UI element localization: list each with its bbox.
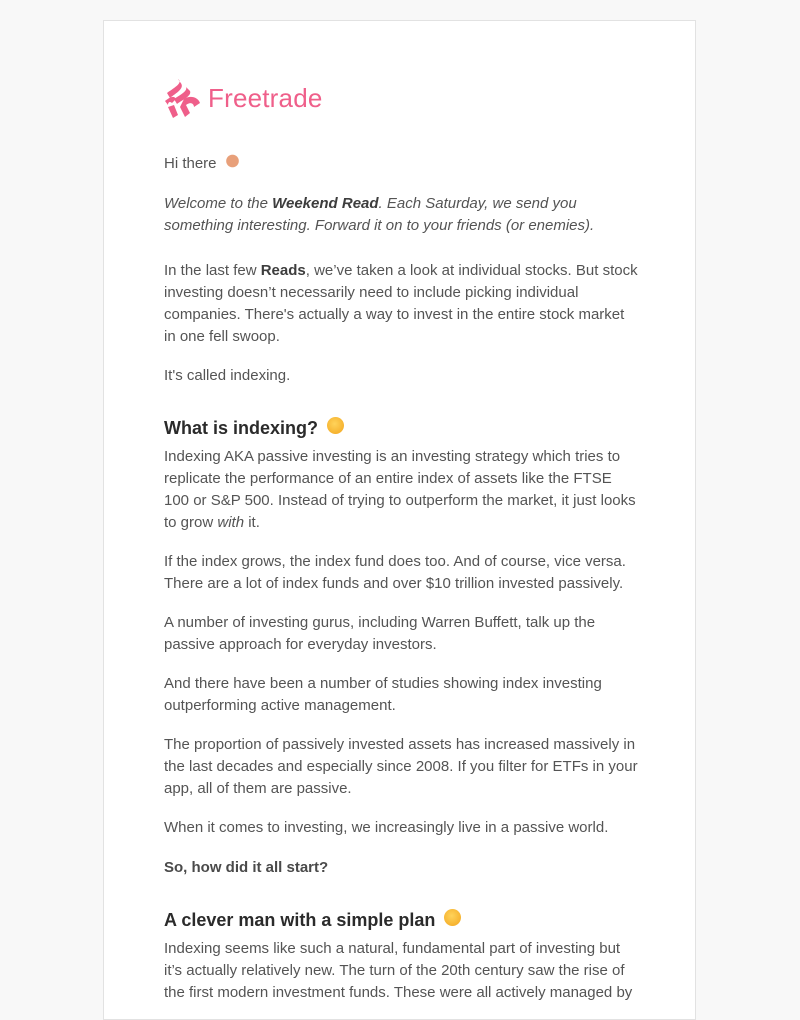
p1-bold: Reads	[260, 262, 306, 279]
paragraph	[164, 260, 638, 348]
paragraph	[164, 446, 638, 534]
intro-paragraph	[164, 193, 638, 237]
paragraph: A number of investing gurus, including Warren Buffett, talk up the passive approach for everyday investors.	[164, 614, 596, 653]
freetrade-logo[interactable]	[164, 77, 323, 119]
paragraph: And there have been a number of studies showing index investing outperforming active management.	[164, 675, 602, 714]
s1p1-suffix: it.	[244, 514, 260, 531]
paragraph: It's called indexing.	[164, 367, 291, 384]
waving-hand-icon	[225, 153, 240, 169]
brand-name: Freetrade	[208, 83, 323, 113]
s1p1-italic: with	[217, 514, 245, 531]
freetrade-logo-icon	[164, 77, 202, 119]
section-heading-text: A clever man with a simple plan	[164, 910, 436, 930]
paragraph: The proportion of passively invested assets has increased massively in the last decades and especially since 2008. If you filter for ETFs in your app, all of them are passive.	[164, 736, 638, 797]
paragraph: If the index grows, the index fund does too. And of course, vice versa. There are a lot of index funds and over $10 trillion invested passively.	[164, 553, 626, 592]
thinking-face-icon	[327, 417, 344, 434]
intro-bold: Weekend Read	[272, 195, 379, 212]
paragraph: Indexing seems like such a natural, fundamental part of investing but it’s actually relatively new. The turn of the 20th century saw the rise of the first modern investment funds. These were all actively managed by	[164, 940, 633, 1001]
s1p1-prefix: Indexing AKA passive investing is an investing strategy which tries to replicate the performance of an entire index of assets like the FTSE 100 or S&P 500. Instead of trying to outperform the market, it just looks to grow	[164, 448, 636, 531]
section-heading-text: What is indexing?	[164, 418, 319, 438]
nerd-face-icon	[444, 909, 461, 926]
greeting-text: Hi there	[164, 155, 217, 172]
intro-suffix: . Each Saturday, we send you something interesting. Forward it on to your friends (or enemies).	[164, 195, 595, 234]
paragraph: When it comes to investing, we increasingly live in a passive world.	[164, 819, 609, 836]
greeting	[164, 153, 240, 175]
p1-suffix: , we’ve taken a look at individual stocks. But stock investing doesn’t necessarily need to include picking individual companies. There's actually a way to invest in the entire stock market in one fell swoop.	[164, 262, 638, 345]
section-heading	[164, 417, 344, 439]
p1-prefix: In the last few	[164, 262, 261, 279]
intro-prefix: Welcome to the	[164, 195, 273, 212]
section-heading	[164, 909, 461, 931]
question-paragraph: So, how did it all start?	[164, 859, 329, 876]
email-card	[103, 20, 696, 1020]
